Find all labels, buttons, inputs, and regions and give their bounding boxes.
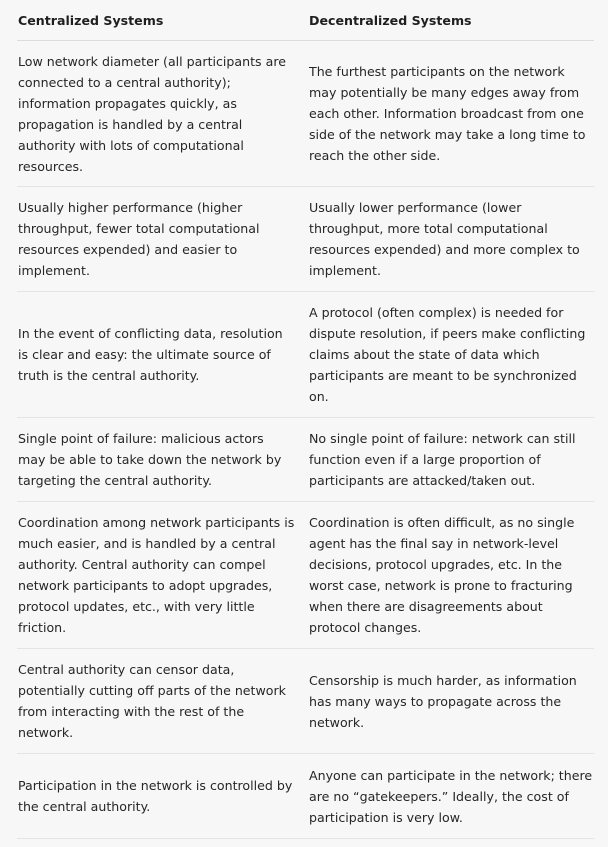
table-row (17, 649, 594, 754)
cell-centralized: In the event of conflicting data, resolution is clear and easy: the ultimate source of truth is the central authority. (17, 292, 309, 418)
cell-decentralized: Usually lower performance (lower throughput, more total computational resources expended) and more complex to implement. (309, 187, 594, 292)
cell-decentralized: Censorship is much harder, as information has many ways to propagate across the network. (309, 649, 594, 754)
table-row (17, 754, 594, 839)
cell-decentralized: Coordination is often difficult, as no single agent has the final say in network-level decisions, protocol upgrades, etc. In the worst case, network is prone to fracturing when there are disagreements about protocol changes. (309, 502, 594, 649)
header-decentralized: Decentralized Systems (309, 0, 594, 41)
header-centralized: Centralized Systems (17, 0, 309, 41)
cell-decentralized: The furthest participants on the network may potentially be many edges away from each other. Information broadcast from one side of the network may take a long time to reach the other side. (309, 41, 594, 187)
cell-centralized: Single point of failure: malicious actors may be able to take down the network by targeting the central authority. (17, 418, 309, 502)
table-row (17, 292, 594, 418)
comparison-table (17, 0, 594, 839)
table-row (17, 502, 594, 649)
table-row (17, 41, 594, 187)
cell-centralized: Usually higher performance (higher throughput, fewer total computational resources expended) and easier to implement. (17, 187, 309, 292)
cell-decentralized: A protocol (often complex) is needed for dispute resolution, if peers make conflicting claims about the state of data which participants are meant to be synchronized on. (309, 292, 594, 418)
cell-centralized: Low network diameter (all participants are connected to a central authority); information propagates quickly, as propagation is handled by a central authority with lots of computational resources. (17, 41, 309, 187)
table-row (17, 418, 594, 502)
cell-centralized: Coordination among network participants is much easier, and is handled by a central authority. Central authority can compel network participants to adopt upgrades, protocol updates, etc., with very little friction. (17, 502, 309, 649)
cell-decentralized: No single point of failure: network can still function even if a large proportion of participants are attacked/taken out. (309, 418, 594, 502)
cell-centralized: Participation in the network is controlled by the central authority. (17, 754, 309, 839)
table-row (17, 187, 594, 292)
cell-centralized: Central authority can censor data, potentially cutting off parts of the network from interacting with the rest of the network. (17, 649, 309, 754)
table-header-row (17, 0, 594, 41)
cell-decentralized: Anyone can participate in the network; there are no “gatekeepers.” Ideally, the cost of participation is very low. (309, 754, 594, 839)
